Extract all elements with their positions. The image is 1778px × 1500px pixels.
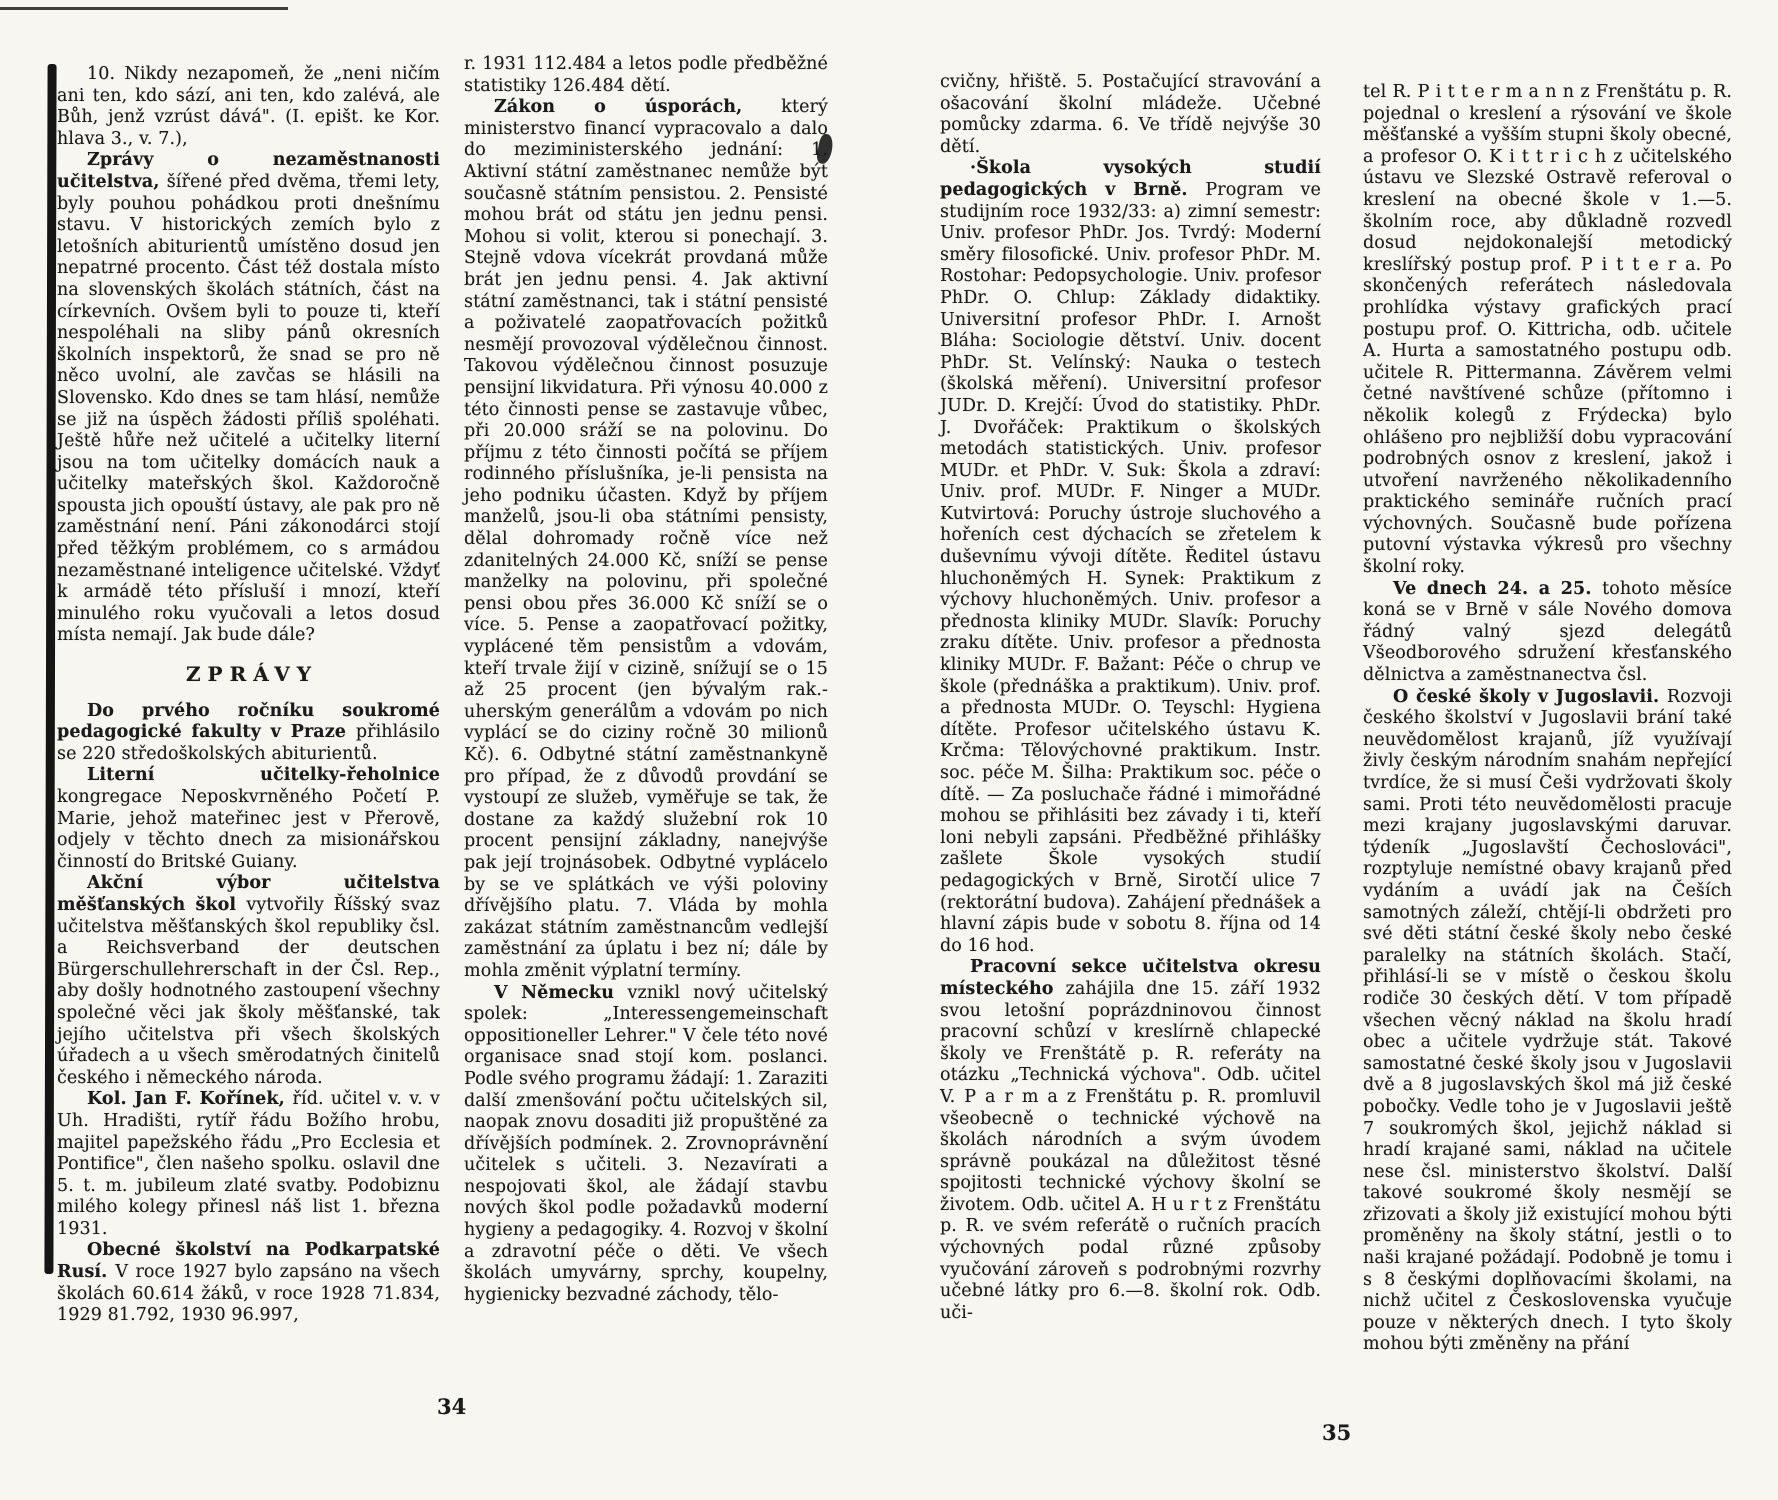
paragraph: Pracovní sekce učitelstva okresu místeckého zahájila dne 15. září 1932 svou letošní poprázdninovou činnost pracovní schůzí v kreslírně chlapecké školy ve Frenštátě p. R. referáty na otázku „Technická výchova". Odb. učitel V. P a r m a z Frenštátu p. R. promluvil všeobecně o technické výchově na školách národních a svým úvodem správně poukázal na důležitost těsné spojitosti technické výchovy školní se životem. Odb. učitel A. H u r t z Frenštátu p. R. ve svém referátě o ručních pracích výchovných podal různé způsoby vyučování zároveň s podrobnými rozvrhy učebné látky pro 6.—8. školní rok. Odb. uči- xyxy=(940,957,1321,1323)
paragraph: O české školy v Jugoslavii. Rozvoji českého školství v Jugoslavii brání také neuvědomělost krajanů, jíž využívají živly českým národním snahám nepřející tvrdíce, že si musí Češi vydržovati školy sami. Proti této neuvědomělosti pracuje mezi krajany jugoslavskými daruvar. týdeník „Jugoslavští Čechoslováci", rozptyluje nemístné obavy krajanů před vydáním a uvádí jak na Češích samotných záleží, chtějí-li obdržeti pro své děti státní české školy nebo české paralelky na státních školách. Stačí, přihlásí-li se v místě o českou školu rodiče 30 českých dětí. V tom případě všechen věcný náklad na školu hradí obec a učitele vydržuje stát. Takové samostatné české školy jsou v Jugoslavii dvě a 8 jugoslavských škol má již české pobočky. Vedle toho je v Jugoslavii ještě 7 soukromých škol, jejichž náklad si hradí krajané sami, náklad na učitele nese čsl. ministerstvo školství. Další takové soukromé školy nesmějí se zřizovati a školy již existující mohou býti proměněny na školy státní, jestli o to naši krajané požádají. Podobně je tomu i s 8 českými doplňovacími školami, na nichž učitel z Československa vyučuje pouze v některých dnech. I tyto školy mohou býti změněny na přání xyxy=(1363,686,1732,1355)
paragraph: Zprávy o nezaměstnanosti učitelstva, šířené před dvěma, třemi lety, byly pouhou pohádkou proti dnešnímu stavu. V historických zemích bylo z letošních abiturientů umístěno dosud jen nepatrné procento. Část též dostala místo na slovenských školách státních, část na církevních. Ovšem byli to pouze ti, kteří nespoléhali na sliby pánů okresních školních inspektorů, že snad se pro ně něco uvolní, ale zavčas se hlásili na Slovensko. Kdo dnes se tam hlásí, nemůže se již na úspěch žádosti příliš spoléhati. Ještě hůře než učitelé a učitelky literní jsou na tom učitelky domácích nauk a učitelky mateřských škol. Každoročně spousta jich opouští ústavy, ale pak pro ně zaměstnání není. Páni zákonodárci stojí před těžkým problémem, co s armádou nezaměstnané inteligence učitelské. Vždyť k armádě této přísluší i mnozí, kteří minulého roku vyučovali a letos dosud místa nemají. Jak bude dále? xyxy=(57,150,440,646)
paragraph: Ve dnech 24. a 25. tohoto měsíce koná se v Brně v sále Nového domova řádný valný sjezd delegátů Všeodborového sdružení křesťanského dělnictva a zaměstnanectva čsl. xyxy=(1363,578,1733,686)
paragraph: Obecné školství na Podkarpatské Rusí. V roce 1927 bylo zapsáno na všech školách 60.614 žáků, v roce 1928 71.834, 1929 81.792, 1930 96.997, xyxy=(57,1240,440,1326)
paragraph-lead: V Německu xyxy=(494,982,628,1003)
paragraph-lead: Pracovní sekce učitelstva okresu místeckého xyxy=(940,957,1321,999)
paragraph-lead: O české školy v Jugoslavii. xyxy=(1393,686,1667,707)
section-heading: ZPRÁVY xyxy=(185,662,319,687)
paragraph: 10. Nikdy nezapomeň, že „neni ničím ani ten, kdo sází, ani ten, kdo zalévá, ale Bůh, jenž vzrúst dává". (I. epišt. ke Kor. hlava 3., v. 7.), xyxy=(57,64,440,149)
paragraph: Zákon o úsporách, který ministerstvo financí vypracovalo a dalo do meziministerského jednání: 1. Aktivní státní zaměstnanec nemůže být současně státním pensistou. 2. Pensisté mohou brát od státu jen jednu pensi. Mohou si volit, kterou si ponechají. 3. Stejně vdova vícekrát provdaná může brát jen jednu pensi. 4. Jak aktivní státní zaměstnanci, tak i státní pensisté a poživatelé zaopatřovacích požitků nesmějí provozoval výdělečnou činnost. Takovou výdělečnou činnost posuzuje pensijní likvidatura. Při výnosu 40.000 z této činnosti pense se zastavuje vůbec, při 20.000 sráží se na polovinu. Do příjmu z této činnosti počítá se příjem rodinného příslušníka, je-li pensista na jeho podniku účasten. Když by příjem manželů, jsou-li oba státními pensisty, dělal dohromady ročně více než zdanitelných 24.000 Kč, sníží se pense manželky na polovinu, při společné pensi obou přes 36.000 Kč sníží se o více. 5. Pense a zaopatřovací požitky, vyplácené těm pensistům a vdovám, kteří trvale žijí v cizině, snížují se o 15 až 25 procent (jen bývalým rak.-uherským generálům a vdovám po nich vyplácí se do ciziny ročně 30 milionů Kč). 6. Odbytné státní zaměstnankyně pro případ, že z důvodů provdání se vystoupí ze služeb, vyměřuje se tak, že dostane za každý služební rok 10 procent pensijní základny, nanejvýše pak její trojnásobek. Odbytné vyplácelo by se ve splátkách ve výši poloviny dřívějšího platu. 7. Vláda by mohla zakázat státním zaměstnancům vedlejší zaměstnání za úplatu i bez ní; dále by mohla změnit výplatní termíny. xyxy=(464,97,828,981)
paragraph-continuation: r. 1931 112.484 a letos podle předběžné statistiky 126.484 dětí. xyxy=(464,54,828,96)
page-number-left: 34 xyxy=(437,1394,467,1419)
paragraph-lead: Ve dnech 24. a 25. xyxy=(1393,578,1603,599)
paragraph: Kol. Jan F. Kořínek, říd. učitel v. v. v Uh. Hradišti, rytíř řádu Božího hrobu, majitel papežského řádu „Pro Ecclesia et Pontifice", člen našeho spolku. oslavil dne 5. t. m. jubileum zlaté svatby. Podobiznu milého kolegy přinesl náš list 1. března 1931. xyxy=(57,1089,441,1239)
text-column-2 xyxy=(464,54,828,1306)
paragraph-lead: Zprávy o nezaměstnanosti učitelstva, xyxy=(57,150,440,192)
paragraph: Literní učitelky-řeholnice kongregace Neposkvrněného Početí P. Marie, jehož mateřinec jest v Přerově, odjely v těchto dnech za misionářskou činností do Britské Guiany. xyxy=(57,765,440,872)
paragraph: Akční výbor učitelstva měšťanských škol vytvořily Říšský svaz učitelstva měšťanských škol republiky čsl. a Reichsverband der deutschen Bürgerschullehrerschaft in der Čsl. Rep., aby došly hodnotného zastoupení všechny společné věci jak školy měšťanské, tak jejího učitelstva při všech školských úřadech a u všech směrodatných činitelů českého i německého národa. xyxy=(57,873,440,1088)
paragraph-lead: Literní učitelky-řeholnice xyxy=(87,765,440,786)
text-column-3 xyxy=(940,72,1321,1324)
paragraph-lead: ·Škola vysokých studií pedagogických v Brně. xyxy=(940,158,1321,200)
paragraph: V Německu vznikl nový učitelský spolek: „Interessengemeinschaft oppositioneller Lehrer." V čele této nové organisace snad stojí kom. poslanci. Podle svého programu žádají: 1. Zaraziti další zmenšování počtu učitelských sil, naopak znovu dosaditi již propuštěné za dřívějších podmínek. 2. Zrovnoprávnění učitelek s učiteli. 3. Nezavírati a nespojovati škol, ale žádají stavbu nových škol podle požadavků moderní hygieny a pedagogiky. 4. Rozvoj v školní a zdravotní péče o děti. Ve všech školách umyvárny, sprchy, koupelny, hygienicky bezvadné záchody, tělo- xyxy=(464,982,828,1305)
paragraph: Do prvého ročníku soukromé pedagogické fakulty v Praze přihlásilo se 220 středoškolských abiturientů. xyxy=(57,700,440,764)
scan-artifact-left-bar xyxy=(44,64,56,1274)
paragraph-lead: Akční výbor učitelstva měšťanských škol xyxy=(57,873,440,915)
paragraph: ·Škola vysokých studií pedagogických v Brně. Program ve studijním roce 1932/33: a) zimní semestr: Univ. profesor PhDr. Jos. Tvrdý: Moderní směry filosofické. Univ. profesor PhDr. M. Rostohar: Pedopsychologie. Univ. profesor PhDr. O. Chlup: Základy didaktiky. Universitní profesor PhDr. I. Arnošt Bláha: Sociologie dětství. Univ. docent PhDr. St. Velínský: Nauka o testech (školská měření). Universitní profesor JUDr. D. Krejčí: Úvod do statistiky. PhDr. J. Dvořáček: Praktikum o školských metodách statistických. Univ. profesor MUDr. et PhDr. V. Suk: Škola a zdraví: Univ. prof. MUDr. F. Ninger a MUDr. Kutvirtová: Poruchy ústroje sluchového a hořeních cest dýchacích se zřetelem k duševnímu vývoji dítěte. Ředitel ústavu hluchoněmých H. Synek: Praktikum z výchovy hluchoněmých. Univ. profesor a přednosta kliniky MUDr. Slavík: Poruchy zraku dítěte. Univ. profesor a přednosta kliniky MUDr. F. Bažant: Péče o chrup ve škole (přednáška a praktikum). Univ. prof. a přednosta MUDr. O. Teyschl: Hygiena dítěte. Profesor učitelského ústavu K. Krčma: Tělovýchovné praktikum. Instr. soc. péče M. Šilha: Praktikum soc. péče o dítě. — Za posluchače řádné i mimořádné mohou se přihlásiti bez závady i ti, kteří loni nebyli zapsáni. Předběžné přihlášky zašlete Škole vysokých studií pedagogických v Brně, Sirotčí ulice 7 (rektorátní budova). Zahájení přednášek a hlavní zápis bude v sobotu 8. října od 14 do 16 hod. xyxy=(940,158,1321,956)
text-column-1 xyxy=(57,64,440,1327)
paragraph-continuation: tel R. P i t t e r m a n n z Frenštátu p. R. pojednal o kreslení a rýsování ve škole měšťanské a vyšším stupni školy obecné, a profesor O. K i t t r i c h z učitelského ústavu ve Slezské Ostravě referoval o kreslení na obecné škole v 1.—5. školním roce, aby důkladně rozvedl dosud nejdokonalejší metodický kreslířský postup prof. P i t t e r a. Po skončených referátech následovala prohlídka výstavy grafických prací postupu prof. O. Kittricha, odb. učitele A. Hurta a samostatného postupu odb. učitele R. Pittermanna. Závěrem velmi četné navštívené schůze (přítomno i několik kolegů z Frýdecka) bylo ohlášeno pro nejbližší dobu vypracování podrobných osnov z kreslení, jakož i utvoření navrženého několikadenního praktického semináře ručních prací výchovných. Současně bude pořízena putovní výstavka výkresů pro všechny školní roky. xyxy=(1363,82,1732,578)
paragraph-lead: Obecné školství na Podkarpatské Rusí. xyxy=(57,1240,440,1283)
text-column-4 xyxy=(1363,82,1732,1356)
scan-artifact-top-line xyxy=(0,7,288,10)
paragraph-lead: Do prvého ročníku soukromé pedagogické fakulty v Praze xyxy=(57,700,440,743)
page-number-right: 35 xyxy=(1322,1420,1352,1445)
paragraph-lead: Kol. Jan F. Kořínek, xyxy=(87,1089,293,1110)
paragraph-lead: Zákon o úsporách, xyxy=(494,97,782,118)
paragraph-continuation: cvičny, hřiště. 5. Postačující stravování a ošacování školní mládeže. Učebné pomůcky zdarma. 6. Ve třídě nejvýše 30 dětí. xyxy=(940,72,1321,157)
